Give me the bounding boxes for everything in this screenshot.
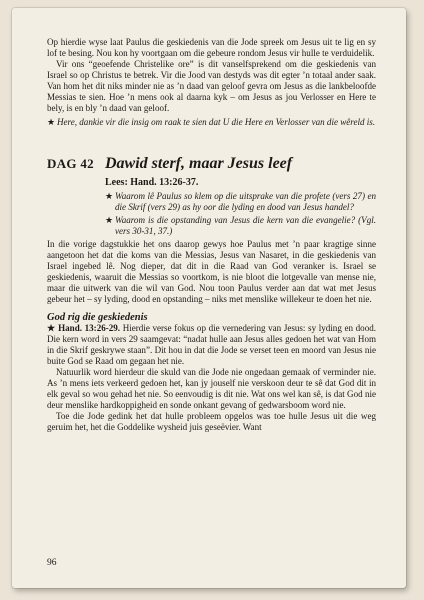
reflection-questions [105,191,376,237]
day-paragraph: In die vorige dagstukkie het ons daarop gewys hoe Paulus met ’n paar kragtige sinne aangetoon het dat die koms van die Messias, Jesus van Nasaret, in die geskiedenis van Israel ingebed lê. Nog dieper, dat dit in die Raad van God veranker is. Israel se geskiedenis, waaruit die Messias so voortkom, is nie bloot die lotgevalle van mense nie, maar die uitwerk van die wil van God. Nou toon Paulus verder aan dat wat met Jesus gebeur het – sy lyding, dood en opstanding – niks met menslike willekeur te doen het nie. [47,239,376,304]
day-title: Dawid sterf, maar Jesus leef [105,155,293,172]
prayer [47,117,376,128]
section-heading: God rig die geskiedenis [47,312,148,323]
section-paragraph-1-text: Hierdie verse fokus op die vernedering van Jesus: sy lyding en dood. Die kern word in vers 29 saamgevat: “nadat hulle aan Jesus alles gedoen het wat van Hom in die Skrif geskrywe staan”. Dit hou in dat die Jode se verset teen en moord van Jesus nie buite God se Raad om gegaan het nie. [47,323,377,366]
star-icon: ★ [47,323,59,333]
day-heading [47,155,376,173]
section-paragraph-2: Natuurlik word hierdeur die skuld van die Jode nie ongedaan gemaak of verminder nie. As ’n mens iets verkeerd gedoen het, kan jy jouself nie verskoon deur te sê dat God dit in elk geval so wou gehad het nie. So eenvoudig is dit nie. Wat ons wel kan sê, is dat God nie deur menslike hardkoppigheid en sonde onkant gevang of gedwarsboom word nie. [47,367,376,410]
star-icon: ★ [105,191,114,201]
star-icon: ★ [105,215,114,225]
book-page [12,8,406,588]
prayer-text: Here, dankie vir die insig om raak te sien dat U die Here en Verlosser van die wêreld is. [57,117,376,127]
intro-paragraph-1: Op hierdie wyse laat Paulus die geskiedenis van die Jode spreek om Jesus uit te lig en sy lof te besing. Nou kon hy voortgaan om die gebeure rondom Jesus vir hulle te verduidelik. [47,37,376,58]
star-icon: ★ [47,117,56,127]
question-item [105,215,376,237]
day-label: DAG 42 [47,156,94,171]
section-paragraph-3: Toe die Jode gedink het dat hulle probleem opgelos was toe hulle Jesus uit die weg geruim het, het die Goddelike wysheid juis geseëvier. Want [47,411,376,432]
question-item [105,191,376,213]
intro-paragraph-2: Vir ons “geoefende Christelike ore” is dit vanselfsprekend om die geskiedenis van Israel so op Christus te betrek. Vir die Jood van destyds was dit egter ’n totaal ander saak. Van hom het dit niks minder nie as ’n daad van geloof gevra om Jesus as die lankbeloofde Messias te sien. Hoe ’n mens ook al daarna kyk – om Jesus as jou Verlosser en Here te bely, is en bly ’n daad van geloof. [47,59,376,113]
reading-reference: Lees: Hand. 13:26-37. [105,177,199,188]
page-number: 96 [47,558,57,568]
question-text: Waarom lê Paulus so klem op die uitsprake van die profete (vers 27) en die Skrif (vers 29) as hy oor die lyding en dood van Jesus handel? [115,191,376,212]
question-text: Waarom is die opstanding van Jesus die kern van die evangelie? (Vgl. vers 30-31, 37.) [115,215,376,236]
section-paragraph-1 [47,323,376,367]
scripture-reference: Hand. 13:26-29. [58,323,121,333]
